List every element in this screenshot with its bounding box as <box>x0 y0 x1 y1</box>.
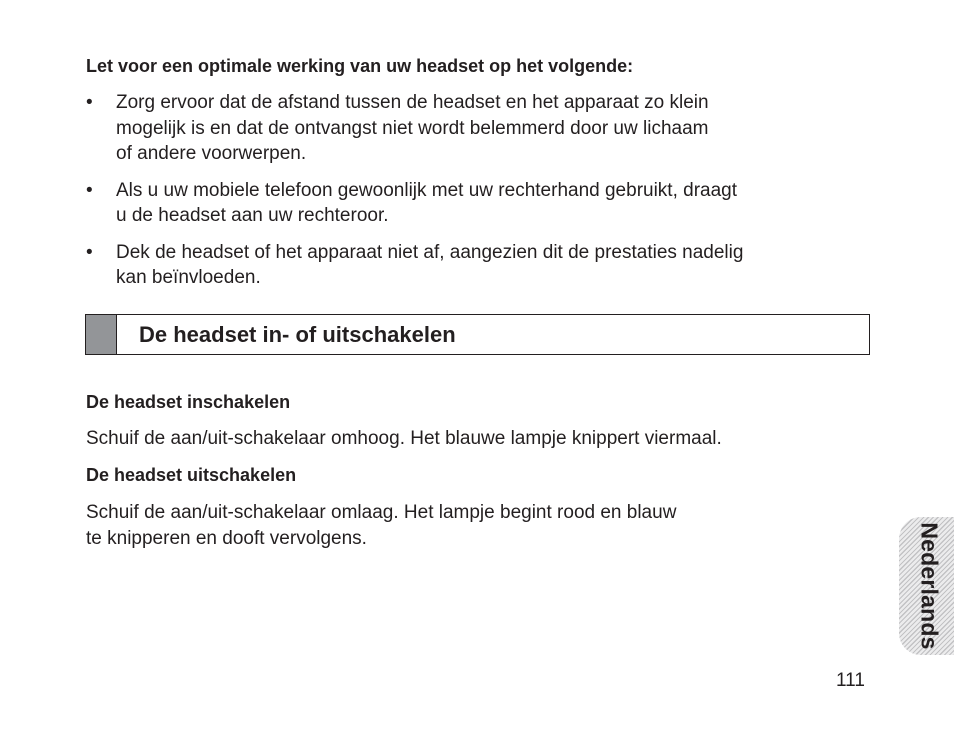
tips-list <box>86 90 856 302</box>
list-item-text: Zorg ervoor dat de afstand tussen de headset en het apparaat zo klein <box>116 92 709 113</box>
bullet-icon: • <box>86 241 93 263</box>
paragraph-line: Schuif de aan/uit-schakelaar omlaag. Het lampje begint rood en blauw <box>86 502 677 523</box>
language-tab-label: Nederlands <box>916 522 943 650</box>
paragraph-line: Schuif de aan/uit-schakelaar omhoog. Het blauwe lampje knippert viermaal. <box>86 428 722 449</box>
intro-text: Let voor een optimale werking van uw headset op het volgende: <box>86 56 634 76</box>
section-heading-bar <box>85 314 870 355</box>
list-item-text: of andere voorwerpen. <box>116 143 307 164</box>
list-item-text: Dek de headset of het apparaat niet af, aangezien dit de prestaties nadelig <box>116 241 744 263</box>
list-item <box>86 90 856 167</box>
section-title: De headset in- of uitschakelen <box>139 322 456 347</box>
list-item-text: u de headset aan uw rechteroor. <box>116 205 389 226</box>
list-item <box>86 240 856 291</box>
list-item-text: mogelijk is en dat de ontvangst niet wordt belemmerd door uw lichaam <box>116 117 709 139</box>
power-off-text <box>86 500 676 551</box>
bullet-icon: • <box>86 92 93 113</box>
list-item-text: kan beïnvloeden. <box>116 267 261 288</box>
bullet-icon: • <box>86 179 93 201</box>
list-item-text: Als u uw mobiele telefoon gewoonlijk met uw rechterhand gebruikt, draagt <box>116 179 738 201</box>
section-marker <box>86 315 117 354</box>
paragraph-line: te knipperen en dooft vervolgens. <box>86 527 367 549</box>
power-on-heading: De headset inschakelen <box>86 392 291 412</box>
power-off-heading: De headset uitschakelen <box>86 465 297 485</box>
power-on-text <box>86 426 722 452</box>
page-number: 111 <box>836 670 865 691</box>
language-tab <box>899 517 954 655</box>
list-item <box>86 178 856 229</box>
